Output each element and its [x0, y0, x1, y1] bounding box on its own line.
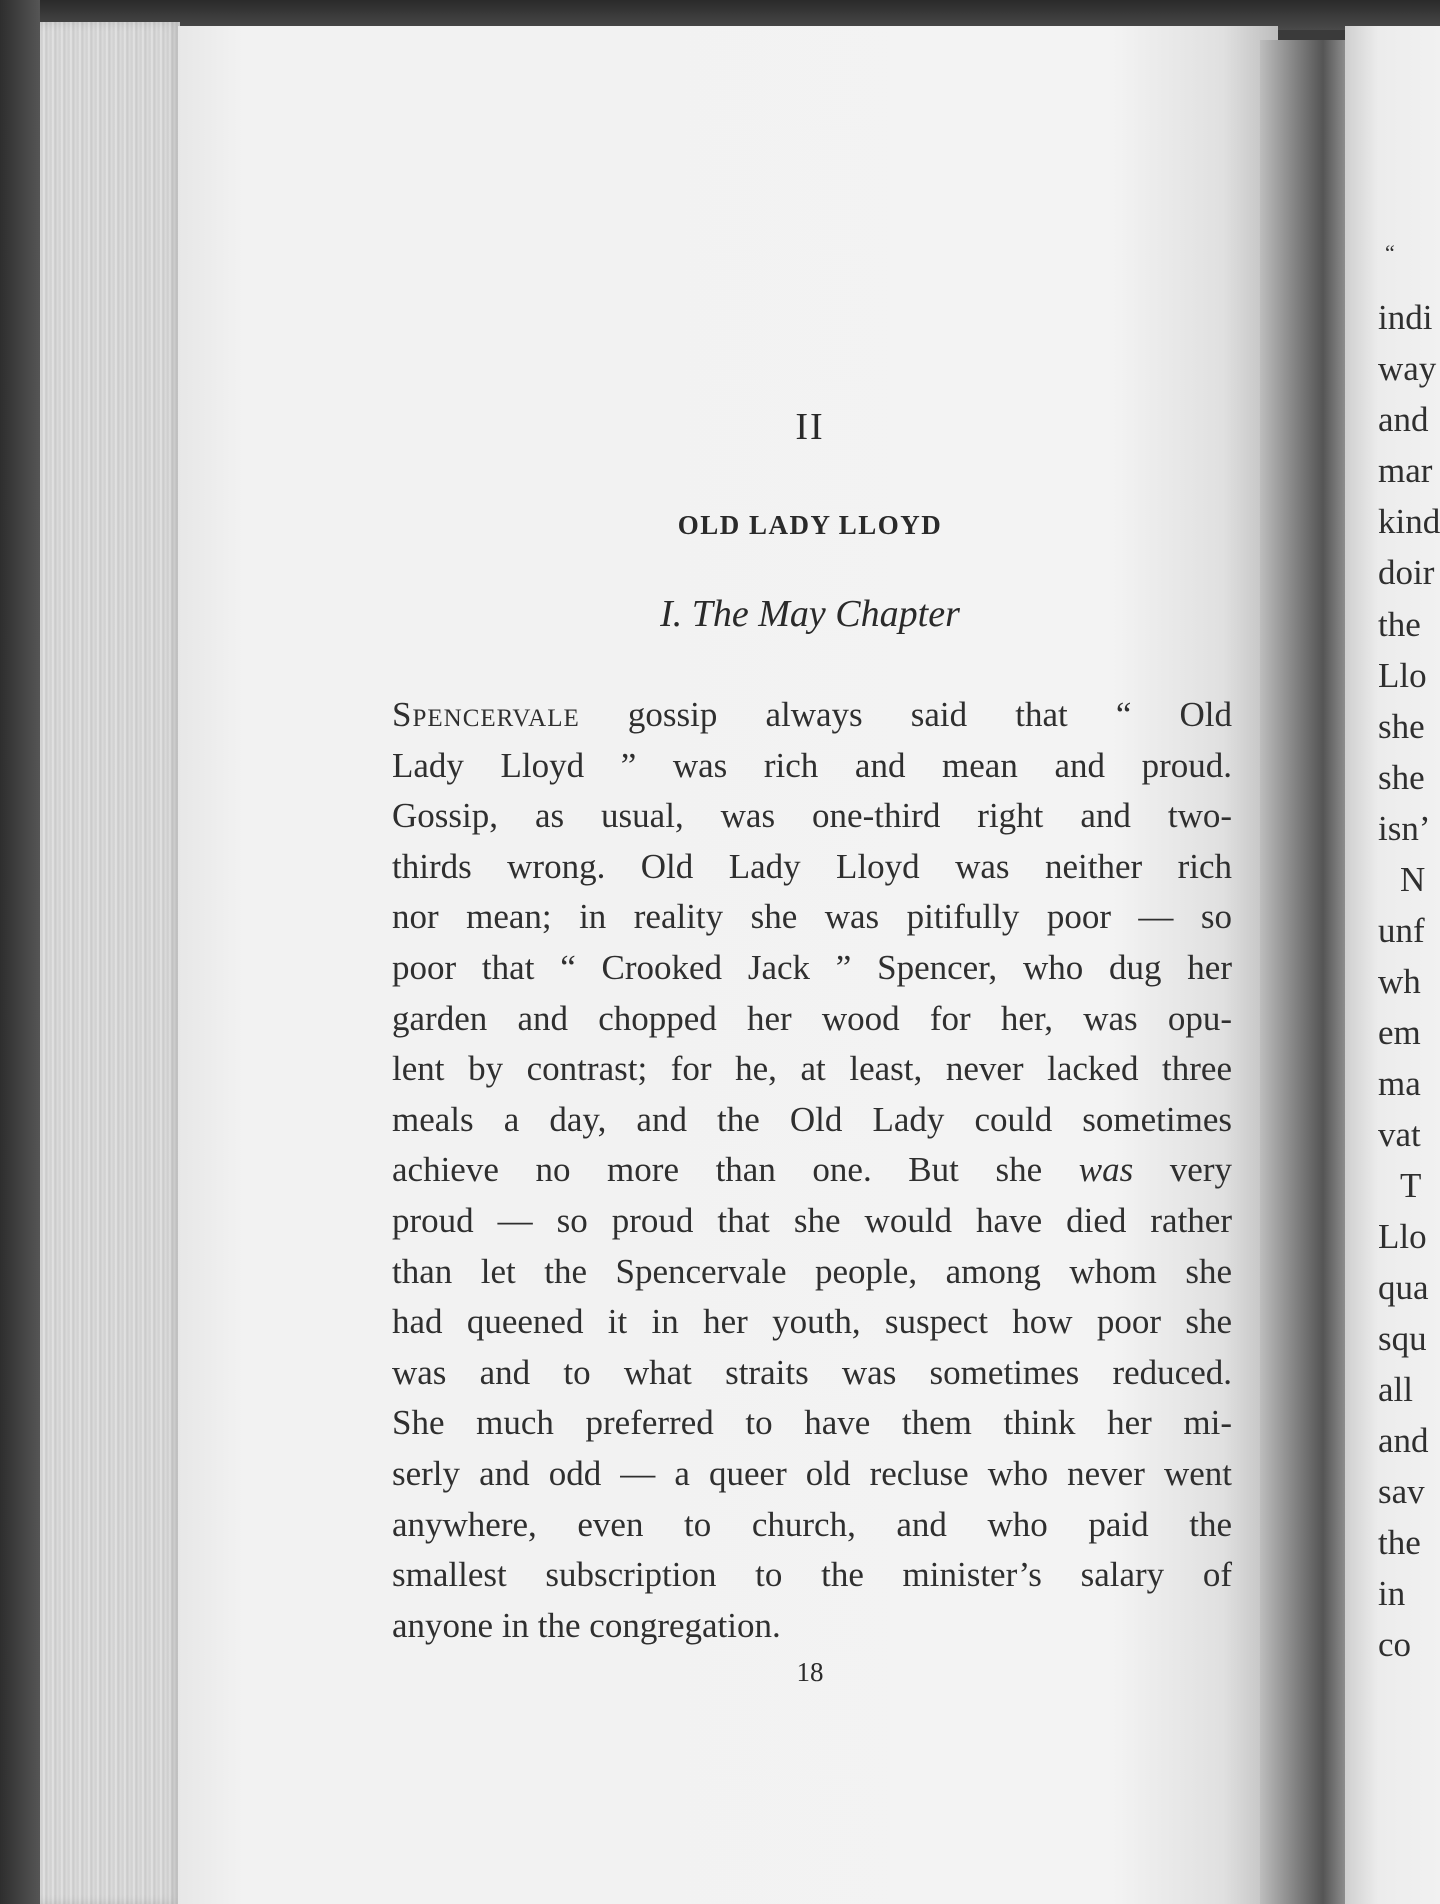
line-text: thirds wrong. Old Lady Lloyd was neither rich	[392, 846, 1232, 886]
line-text: achieve no more than one. But she	[392, 1150, 1079, 1190]
body-line	[392, 1398, 1232, 1449]
section-title: I. The May Chapter	[660, 593, 960, 635]
right-page-line-fragment: sav	[1378, 1472, 1425, 1511]
book-cover-edge	[0, 0, 40, 1904]
right-page-line-fragment: “	[1385, 240, 1395, 265]
line-text: very	[1133, 1150, 1232, 1190]
body-line	[392, 1500, 1232, 1551]
line-text: anywhere, even to church, and who paid the	[392, 1504, 1232, 1544]
line-text: meals a day, and the Old Lady could sometimes	[392, 1099, 1232, 1139]
line-text: Lady Lloyd ” was rich and mean and proud.	[392, 745, 1232, 785]
right-page-line-fragment: N	[1400, 860, 1426, 899]
body-line	[392, 1044, 1232, 1095]
chapter-number: II	[795, 406, 825, 448]
right-page-line-fragment: Llo	[1378, 656, 1427, 695]
body-line	[392, 1348, 1232, 1399]
right-page-line-fragment: qua	[1378, 1268, 1429, 1307]
right-page-line-fragment: wh	[1378, 962, 1421, 1001]
body-line	[392, 791, 1232, 842]
body-line	[392, 892, 1232, 943]
line-text: garden and chopped her wood for her, was opu-	[392, 998, 1232, 1038]
right-page-line-fragment: squ	[1378, 1319, 1427, 1358]
right-page-line-fragment: T	[1400, 1166, 1422, 1205]
book-gutter	[1260, 40, 1350, 1904]
line-text: Gossip, as usual, was one-third right and two-	[392, 796, 1232, 836]
right-page-line-fragment: and	[1378, 400, 1429, 439]
right-page-line-fragment: Llo	[1378, 1217, 1427, 1256]
right-page-line-fragment: kind	[1378, 502, 1440, 541]
body-line	[392, 741, 1232, 792]
body-line	[392, 1145, 1232, 1196]
line-text: poor that “ Crooked Jack ” Spencer, who dug her	[392, 947, 1232, 987]
line-text: gossip always said that “ Old	[579, 695, 1232, 734]
page-stack-edge	[40, 22, 180, 1904]
line-text: smallest subscription to the minister’s salary of	[392, 1555, 1232, 1595]
right-page-line-fragment: the	[1378, 605, 1421, 644]
body-line	[392, 1196, 1232, 1247]
right-page-line-fragment: she	[1378, 707, 1425, 746]
right-page-line-fragment: way	[1378, 349, 1437, 388]
page-number: 18	[796, 1657, 824, 1687]
line-text: serly and odd — a queer old recluse who never went	[392, 1453, 1232, 1493]
body-line	[392, 1550, 1232, 1601]
right-page-line-fragment: doir	[1378, 553, 1435, 592]
right-page-line-fragment: ma	[1378, 1064, 1421, 1103]
right-page-line-fragment: mar	[1378, 451, 1433, 490]
right-page-line-fragment: isn’	[1378, 809, 1431, 848]
small-caps-text: Spencervale	[392, 695, 580, 734]
right-page-line-fragment: unf	[1378, 911, 1425, 950]
right-page-line-fragment: and	[1378, 1421, 1429, 1460]
body-line	[392, 690, 1232, 741]
line-text: proud — so proud that she would have died rather	[392, 1200, 1232, 1240]
right-page-line-fragment: em	[1378, 1013, 1421, 1052]
right-page-line-fragment: co	[1378, 1625, 1412, 1664]
line-text: She much preferred to have them think her mi-	[392, 1403, 1232, 1443]
line-text: lent by contrast; for he, at least, never lacked three	[392, 1049, 1232, 1089]
emphasis-text: was	[1078, 1150, 1134, 1190]
right-page-line-fragment: the	[1378, 1523, 1421, 1562]
body-line	[392, 1449, 1232, 1500]
line-text: had queened it in her youth, suspect how poor she	[392, 1302, 1232, 1342]
body-line	[392, 1601, 1232, 1652]
body-line	[392, 1095, 1232, 1146]
right-page-line-fragment: indi	[1378, 298, 1433, 337]
body-line	[392, 1247, 1232, 1298]
right-page-line-fragment: she	[1378, 758, 1425, 797]
right-page-line-fragment: vat	[1378, 1115, 1421, 1154]
body-line	[392, 943, 1232, 994]
line-text: nor mean; in reality she was pitifully poor — so	[392, 897, 1232, 937]
body-line	[392, 1297, 1232, 1348]
right-page-line-fragment: in	[1378, 1574, 1406, 1613]
body-line	[392, 842, 1232, 893]
line-text: was and to what straits was sometimes reduced.	[392, 1352, 1232, 1392]
chapter-title: OLD LADY LLOYD	[677, 510, 943, 540]
body-paragraph	[392, 690, 1232, 1651]
body-line	[392, 994, 1232, 1045]
line-text: than let the Spencervale people, among whom she	[392, 1251, 1232, 1291]
line-text: anyone in the congregation.	[392, 1605, 781, 1645]
right-page-line-fragment: all	[1378, 1370, 1413, 1409]
